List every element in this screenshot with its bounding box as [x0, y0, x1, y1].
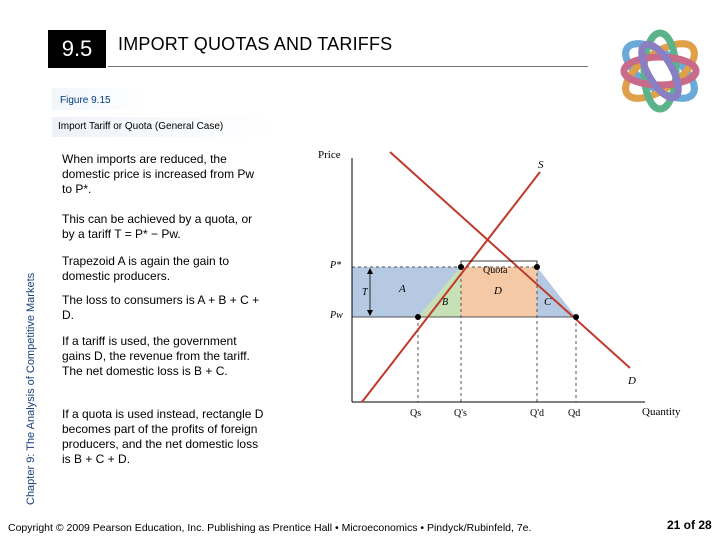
area-c-region — [537, 267, 576, 317]
tariff-quota-diagram — [300, 140, 700, 430]
section-number: 9.5 — [48, 30, 106, 68]
area-d-label: D — [494, 285, 502, 297]
quota-label: Quota — [483, 265, 508, 276]
y-axis-label: Price — [318, 149, 341, 161]
bullet-item: Trapezoid A is again the gain to domestic producers. — [62, 254, 230, 283]
bullet-item: The loss to consumers is A + B + C + D. — [62, 293, 260, 322]
figure-caption: Import Tariff or Quota (General Case) — [58, 121, 224, 132]
supply-label: S — [538, 159, 544, 171]
qd-prime-label: Q'd — [530, 408, 545, 419]
slide-title: IMPORT QUOTAS AND TARIFFS — [118, 34, 393, 54]
area-b-label: B — [442, 297, 449, 308]
x-axis-label: Quantity — [642, 406, 681, 418]
bullet-item: If a tariff is used, the government gains D, the revenue from the tariff. The net domestic loss is B + C. — [62, 334, 250, 378]
bullet-item: When imports are reduced, the domestic price is increased from Pw to P*. — [62, 152, 255, 196]
title-divider — [108, 66, 588, 67]
area-c-label: C — [544, 296, 552, 308]
bullet-item: This can be achieved by a quota, or by a tariff T = P* − Pw. — [62, 212, 253, 241]
qd-label: Qd — [568, 408, 581, 419]
point-marker — [415, 314, 421, 320]
page-number: 21 of 28 — [667, 518, 712, 532]
point-marker — [573, 314, 579, 320]
tariff-label: T — [362, 287, 368, 298]
qs-prime-label: Q's — [454, 408, 467, 419]
demand-curve — [390, 152, 630, 368]
bullet-item: If a quota is used instead, rectangle D becomes part of the profits of foreign producers, and the net domestic loss is B + C + D. — [62, 407, 264, 466]
pw-label: Pw — [330, 310, 343, 321]
copyright-footer: Copyright © 2009 Pearson Education, Inc. Publishing as Prentice Hall • Microeconomics • Pindyck/Rubinfeld, 7e. — [8, 522, 532, 534]
rings-logo-icon — [605, 16, 715, 126]
qs-label: Qs — [410, 408, 422, 419]
figure-label: Figure 9.15 — [60, 95, 111, 106]
demand-label: D — [628, 375, 636, 387]
chapter-sidebar-label: Chapter 9: The Analysis of Competitive Markets — [25, 272, 37, 505]
area-a-label: A — [399, 283, 406, 295]
pstar-label: P* — [330, 260, 342, 271]
